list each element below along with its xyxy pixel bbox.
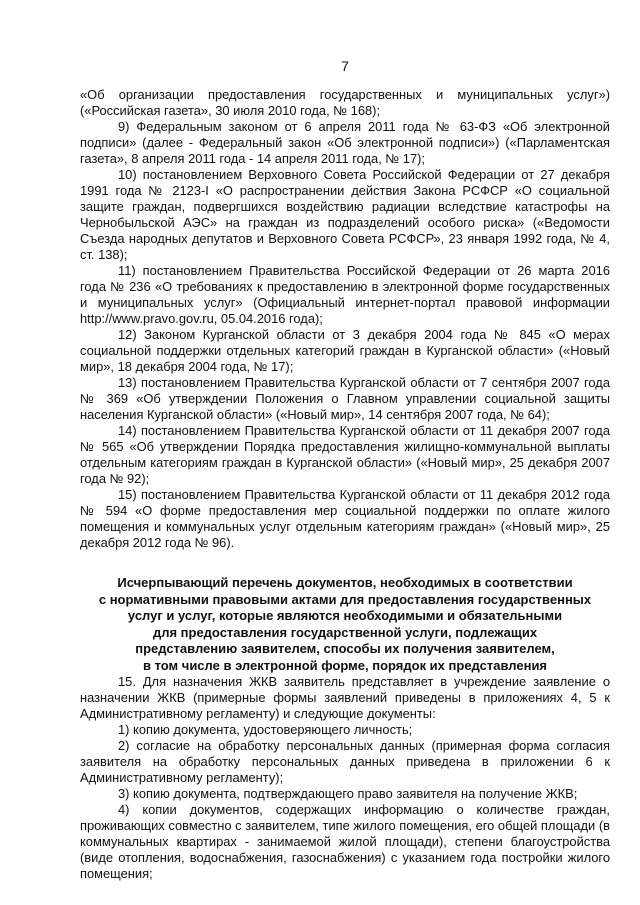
paragraph: 10) постановлением Верховного Совета Российской Федерации от 27 декабря 1991 года № 2123-I «О распространении действия Закона РСФСР «О социальной защите граждан, подвергшихся воздействию радиации вследствие катастрофы на Чернобыльской АЭС» на граждан из подразделений особого риска» («Ведомости Съезда народных депутатов и Верховного Совета РСФСР», 23 января 1992 года, № 4, ст. 138); xyxy=(80,167,610,262)
heading-line: услуг и услуг, которые являются необходимыми и обязательными xyxy=(127,608,563,623)
paragraph: 15) постановлением Правительства Курганской области от 11 декабря 2012 года № 594 «О форме предоставления мер социальной поддержки по оплате жилого помещения и коммунальных услуг отдельным категориям граждан» («Новый мир», 25 декабря 2012 года № 96). xyxy=(80,487,610,550)
paragraph: 12) Законом Курганской области от 3 декабря 2004 года № 845 «О мерах социальной поддержки отдельных категорий граждан в Курганской области» («Новый мир», 18 декабря 2004 года, № 17); xyxy=(80,327,610,374)
paragraph: 1) копию документа, удостоверяющего личность; xyxy=(118,722,413,737)
paragraph: 11) постановлением Правительства Российской Федерации от 26 марта 2016 года № 236 «О требованиях к предоставлению в электронной форме государственных и муниципальных услуг» (Официальный интернет-портал правовой информации http://www.pravo.gov.ru, 05.04.2016 года); xyxy=(80,263,610,326)
paragraph: 3) копию документа, подтверждающего право заявителя на получение ЖКВ; xyxy=(118,786,578,801)
paragraph: 13) постановлением Правительства Курганской области от 7 сентября 2007 года № 369 «Об утверждении Положения о Главном управлении социальной защиты населения Курганской области» («Новый мир», 14 сентября 2007 года, № 64); xyxy=(80,375,610,422)
heading-line: с нормативными правовыми актами для предоставления государственных xyxy=(98,591,592,607)
page-number: 7 xyxy=(341,58,349,74)
paragraph: 9) Федеральным законом от 6 апреля 2011 года № 63-ФЗ «Об электронной подписи» (далее - Федеральный закон «Об электронной подписи») («Парламентская газета», 8 апреля 2011 года - 14 апреля 2011 года, № 17); xyxy=(80,119,610,166)
heading-line: для предоставления государственной услуги, подлежащих xyxy=(152,624,538,640)
section-heading xyxy=(80,575,610,674)
heading-line: в том числе в электронной форме, порядок их представления xyxy=(142,657,548,673)
paragraph: 2) согласие на обработку персональных данных (примерная форма согласия заявителя на обработку персональных данных приведена в приложении 6 к Административному регламенту); xyxy=(80,738,610,785)
heading-line: представлению заявителем, способы их получения заявителем, xyxy=(135,641,555,656)
documents-list xyxy=(80,674,610,882)
heading-line: Исчерпывающий перечень документов, необходимых в соответствии xyxy=(117,575,573,590)
paragraph: 14) постановлением Правительства Курганской области от 11 декабря 2007 года № 565 «Об утверждении Порядка предоставления жилищно-коммунальной выплаты отдельным категориям граждан в Курганской области» («Новый мир», 25 декабря 2007 года № 92); xyxy=(80,423,610,486)
paragraph: 4) копии документов, содержащих информацию о количестве граждан, проживающих совместно с заявителем, типе жилого помещения, его общей площади (в коммунальных квартирах - занимаемой жилой площади), степени благоустройства (виде отопления, водоснабжения, газоснабжения) с указанием года постройки жилого помещения; xyxy=(80,802,610,881)
paragraph: 15. Для назначения ЖКВ заявитель представляет в учреждение заявление о назначении ЖКВ (примерные формы заявлений приведены в приложениях 4, 5 к Административному регламенту) и следующие документы: xyxy=(80,674,610,721)
paragraph: «Об организации предоставления государственных и муниципальных услуг») («Российская газета», 30 июля 2010 года, № 168); xyxy=(80,87,610,118)
legal-acts-list xyxy=(80,87,610,551)
